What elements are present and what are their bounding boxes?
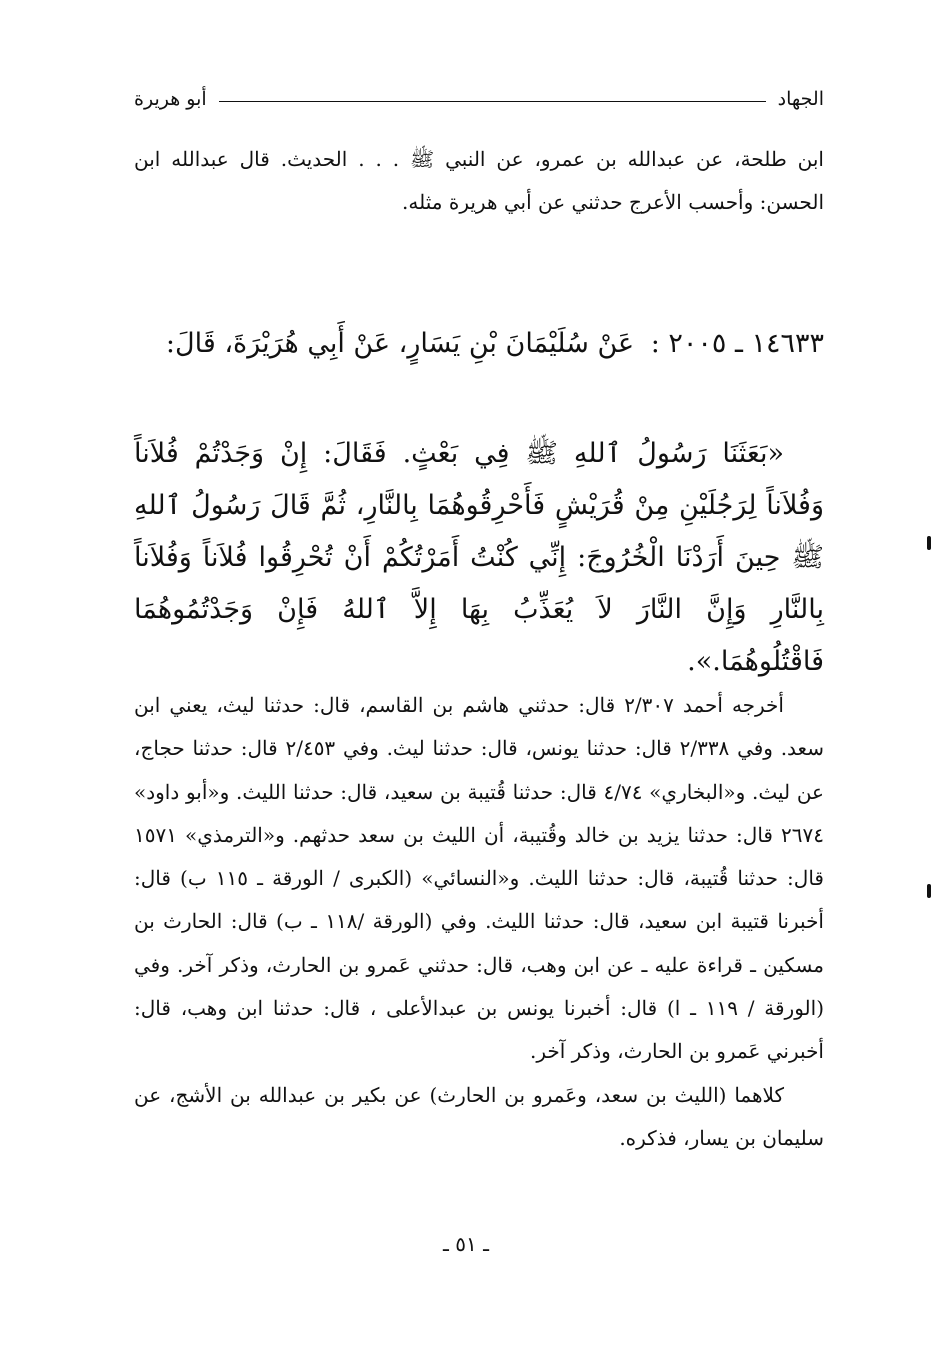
takhrij-paragraph-2: كلاهما (الليث بن سعد، وعَمرو بن الحارث) عن بكير بن عبدالله بن الأشج، عن سليمان بن يسار، فذكره.: [134, 1082, 824, 1150]
previous-hadith-continuation: [134, 138, 824, 224]
takhrij-paragraph-1: أخرجه أحمد ٢/٣٠٧ قال: حدثني هاشم بن القاسم، قال: حدثنا ليث، يعني ابن سعد. وفي ٢/٣٣٨ قال: حدثنا يونس، قال: حدثنا ليث. وفي ٢/٤٥٣ قال: حدثنا حجاج، عن ليث. و«البخاري» ٤/٧٤ قال: حدثنا قُتيبة بن سعيد، قال: حدثنا الليث. و«أبو داود» ٢٦٧٤ قال: حدثنا يزيد بن خالد وقُتيبة، أن الليث بن سعد حدثهم. و«الترمذي» ١٥٧١ قال: حدثنا قُتيبة، قال: حدثنا الليث. و«النسائي» (الكبرى / الورقة ـ ١١٥ ب) قال: أخبرنا قتيبة ابن سعيد، قال: حدثنا الليث. وفي (الورقة /١١٨ ـ ب) قال: الحارث بن مسكين ـ قراءة عليه ـ عن ابن وهب، قال: حدثني عَمرو بن الحارث، وذكر آخر. وفي (الورقة / ١١٩ ـ ا) قال: أخبرنا يونس بن عبدالأعلى ، قال: حدثنا ابن وهب، قال: أخبرني عَمرو بن الحارث، وذكر آخر.: [134, 693, 824, 1064]
hadith-text: «بَعَثَنَا رَسُولُ ٱللهِ ﷺ فِي بَعْثٍ. فَقَالَ: إِنْ وَجَدْتُمْ فُلاَناً وَفُلاَناً لِرَجُلَيْنِ مِنْ قُرَيْشٍ فَأَحْرِقُوهُمَا بِالنَّارِ، ثُمَّ قَالَ رَسُولُ ٱللهِ ﷺ حِينَ أَرَدْنَا الْخُرُوجَ: إِنِّي كُنْتُ أَمَرْتُكُمْ أَنْ تُحْرِقُوا فُلاَناً وَفُلاَناً بِالنَّارِ وَإِنَّ النَّارَ لاَ يُعَذِّبُ بِهَا إِلاَّ ٱللهُ فَإِنْ وَجَدْتُمُوهُمَا فَاقْتُلُوهُمَا.».: [134, 438, 824, 677]
header-section-title: الجهاد: [777, 88, 824, 110]
running-header: [134, 84, 824, 114]
margin-mark: [927, 536, 931, 550]
page-number: ـ ٥١ ـ: [443, 1232, 489, 1256]
margin-mark: [927, 884, 931, 898]
header-rule: [219, 101, 766, 102]
header-narrator-title: أبو هريرة: [134, 88, 207, 110]
hadith-heading: [134, 318, 824, 370]
takhrij-block: [134, 684, 824, 1160]
continuation-text: ابن طلحة، عن عبدالله بن عمرو، عن النبي ﷺ . . . الحديث. قال عبدالله ابن الحسن: وأحسب الأعرج حدثني عن أبي هريرة مثله.: [134, 147, 824, 214]
hadith-number: ١٤٦٣٣ ـ ٢٠٠٥ :: [650, 328, 824, 359]
hadith-chain: عَنْ سُلَيْمَانَ بْنِ يَسَارٍ، عَنْ أَبِي هُرَيْرَةَ، قَالَ:: [165, 328, 635, 359]
hadith-text-block: [134, 428, 824, 688]
